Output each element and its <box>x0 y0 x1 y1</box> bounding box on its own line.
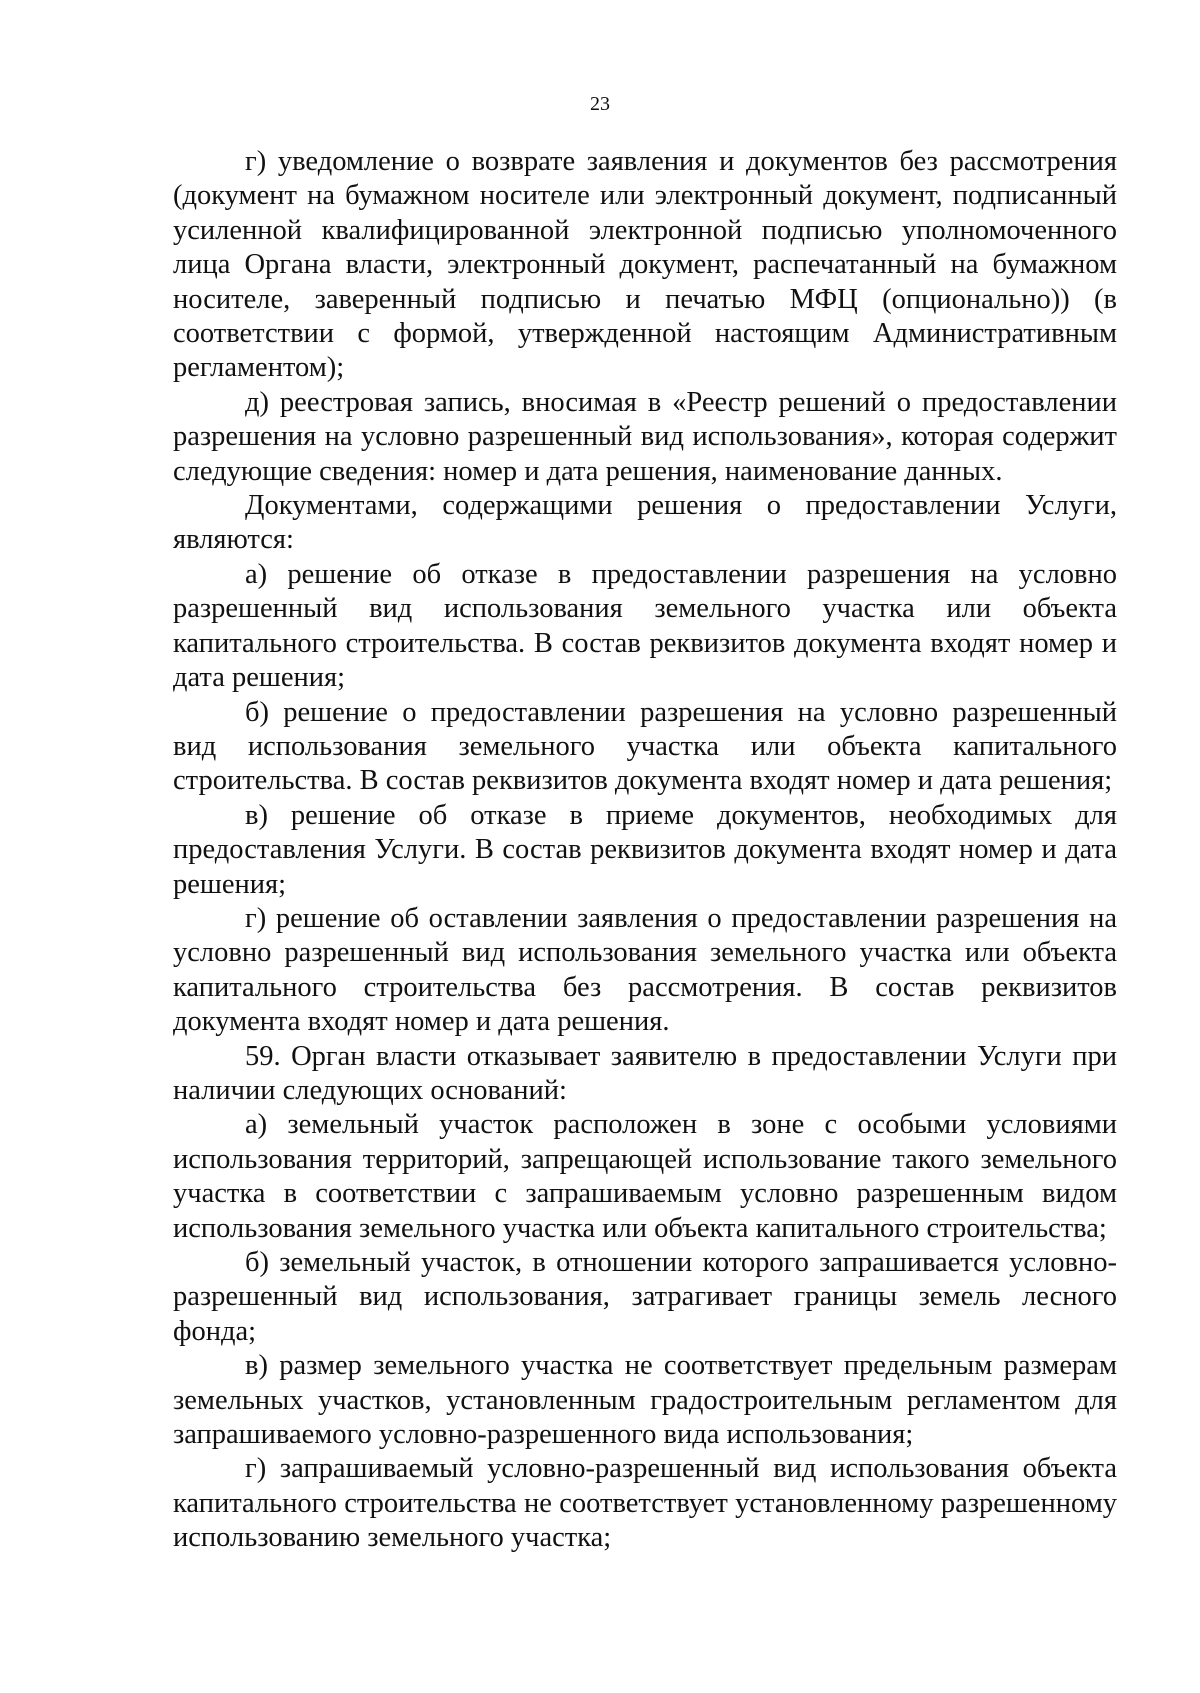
document-body <box>173 145 1117 1556</box>
paragraph-b-grant-decision: б) решение о предоставлении разрешения на условно разрешенный вид использования земельного участка или объекта капитального строительства. В состав реквизитов документа входят номер и дата решения; <box>173 696 1117 797</box>
paragraph-g-use-mismatch: г) запрашиваемый условно-разрешенный вид использования объекта капитального строительства не соответствует установленному разрешенному использованию земельного участка; <box>173 1453 1117 1554</box>
paragraph-g-notice-return: г) уведомление о возврате заявления и документов без рассмотрения (документ на бумажном носителе или электронный документ, подписанный усиленной квалифицированной электронной подписью уполномоченного лица Органа власти, электронный документ, распечатанный на бумажном носителе, заверенный подписью и печатью МФЦ (опционально)) (в соответствии с формой, утвержденной настоящим Административным регламентом); <box>173 146 1117 384</box>
paragraph-b-forest-fund: б) земельный участок, в отношении которого запрашивается условно-разрешенный вид использования, затрагивает границы земель лесного фонда; <box>173 1247 1117 1347</box>
paragraph-v-reject-documents: в) решение об отказе в приеме документов, необходимых для предоставления Услуги. В состав реквизитов документа входят номер и дата решения; <box>173 799 1117 900</box>
paragraph-a-special-zone: а) земельный участок расположен в зоне с особыми условиями использования территорий, запрещающей использование такого земельного участка в соответствии с запрашиваемым условно разрешенным видом использования земельного участка или объекта капитального строительства; <box>173 1109 1117 1244</box>
paragraph-v-plot-size: в) размер земельного участка не соответствует предельным размерам земельных участков, установленным градостроительным регламентом для запрашиваемого условно-разрешенного вида использования; <box>173 1350 1117 1451</box>
paragraph-a-refusal-decision: а) решение об отказе в предоставлении разрешения на условно разрешенный вид использования земельного участка или объекта капитального строительства. В состав реквизитов документа входят номер и дата решения; <box>173 558 1117 694</box>
paragraph-59-refusal-grounds: 59. Орган власти отказывает заявителю в предоставлении Услуги при наличии следующих оснований: <box>173 1040 1117 1106</box>
page-number: 23 <box>590 93 610 115</box>
paragraph-decision-documents-intro: Документами, содержащими решения о предоставлении Услуги, являются: <box>173 490 1117 556</box>
paragraph-g-leave-without-review: г) решение об оставлении заявления о предоставлении разрешения на условно разрешенный вид использования земельного участка или объекта капитального строительства без рассмотрения. В состав реквизитов документа входят номер и дата решения. <box>173 902 1117 1038</box>
paragraph-d-registry-record: д) реестровая запись, вносимая в «Реестр решений о предоставлении разрешения на условно разрешенный вид использования», которая содержит следующие сведения: номер и дата решения, наименование данных. <box>173 386 1117 487</box>
